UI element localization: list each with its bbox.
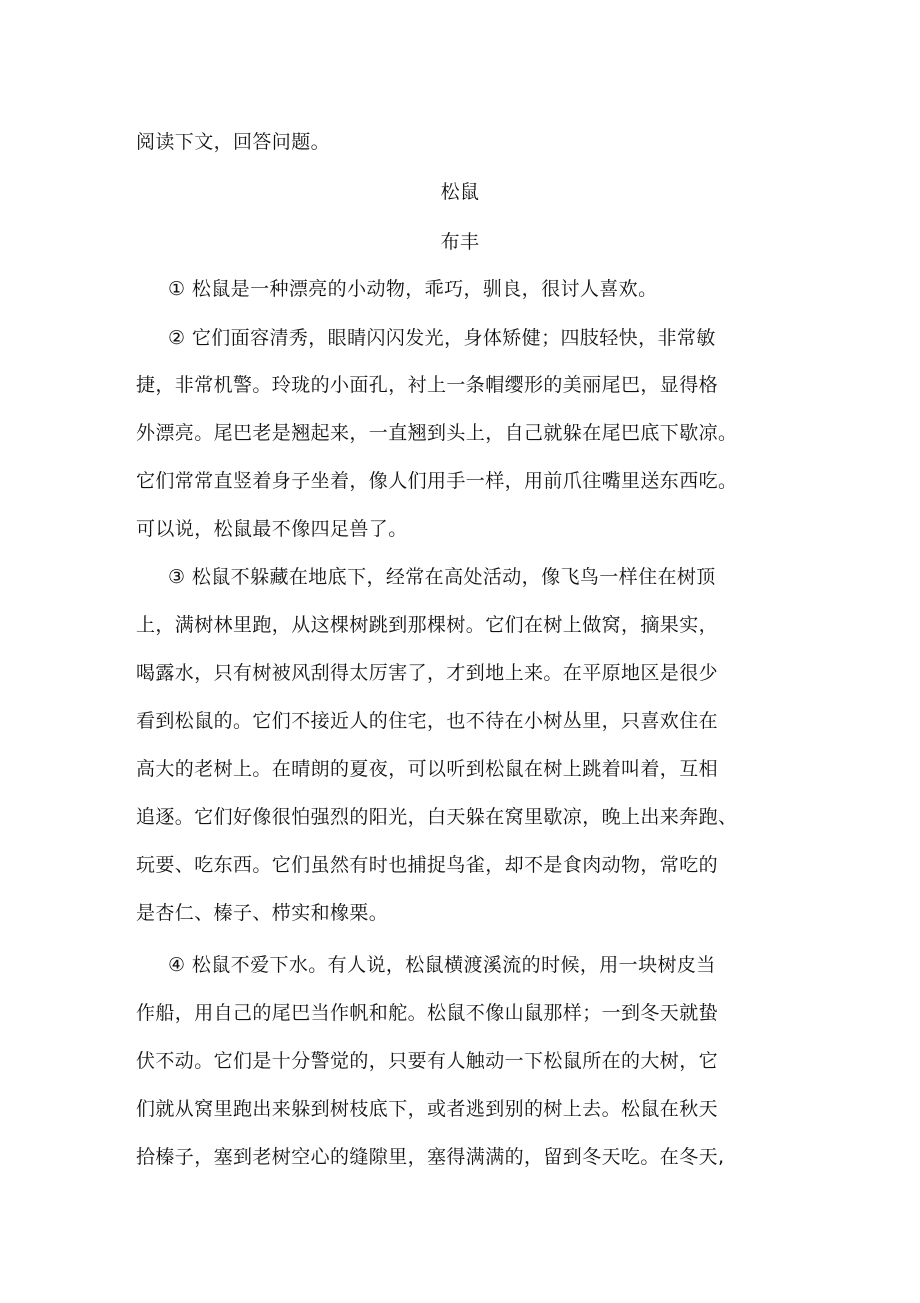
paragraph-line: 伏不动。它们是十分警觉的，只要有人触动一下松鼠所在的大树，它 <box>136 1050 719 1072</box>
paragraph-line: 喝露水，只有树被风刮得太厉害了，才到地上来。在平原地区是很少 <box>136 662 719 684</box>
paragraph-line: 追逐。它们好像很怕强烈的阳光，白天躲在窝里歇凉，晚上出来奔跑、 <box>136 806 738 828</box>
paragraph-line: ④ 松鼠不爱下水。有人说，松鼠横渡溪流的时候，用一块树皮当 <box>168 954 716 976</box>
paragraph-line: 拾榛子，塞到老树空心的缝隙里，塞得满满的，留到冬天吃。在冬天, <box>136 1146 725 1168</box>
paragraph-line: 们就从窝里跑出来躲到树枝底下，或者逃到别的树上去。松鼠在秋天 <box>136 1098 719 1120</box>
paragraph-line: 看到松鼠的。它们不接近人的住宅，也不待在小树丛里，只喜欢住在 <box>136 710 719 732</box>
article-author: 布丰 <box>440 231 480 253</box>
paragraph-line: 上，满树林里跑，从这棵树跳到那棵树。它们在树上做窝，摘果实， <box>136 614 719 636</box>
paragraph-line: 高大的老树上。在晴朗的夏夜，可以听到松鼠在树上跳着叫着，互相 <box>136 758 719 780</box>
instruction-text: 阅读下文，回答问题。 <box>136 131 331 153</box>
paragraph-line: 玩要、吃东西。它们虽然有时也捕捉鸟雀，却不是食肉动物，常吃的 <box>136 854 719 876</box>
paragraph-line: 捷，非常机警。玲珑的小面孔，衬上一条帽缨形的美丽尾巴，显得格 <box>136 374 719 396</box>
paragraph-line: 可以说，松鼠最不像四足兽了。 <box>136 518 408 540</box>
paragraph-line: 外漂亮。尾巴老是翘起来，一直翘到头上，自己就躲在尾巴底下歇凉。 <box>136 422 738 444</box>
paragraph-line: 它们常常直竖着身子坐着，像人们用手一样，用前爪往嘴里送东西吃。 <box>136 470 738 492</box>
paragraph-line: ② 它们面容清秀，眼睛闪闪发光，身体矫健；四肢轻快，非常敏 <box>168 327 716 349</box>
paragraph-line: 是杏仁、榛子、栉实和橡栗。 <box>136 902 389 924</box>
article-title: 松鼠 <box>440 181 480 203</box>
paragraph-line: ① 松鼠是一种漂亮的小动物，乖巧，驯良，很讨人喜欢。 <box>168 278 658 300</box>
paragraph-line: ③ 松鼠不躲藏在地底下，经常在高处活动，像飞鸟一样住在树顶 <box>168 566 716 588</box>
paragraph-line: 作船，用自己的尾巴当作帆和舵。松鼠不像山鼠那样；一到冬天就蛰 <box>136 1002 719 1024</box>
